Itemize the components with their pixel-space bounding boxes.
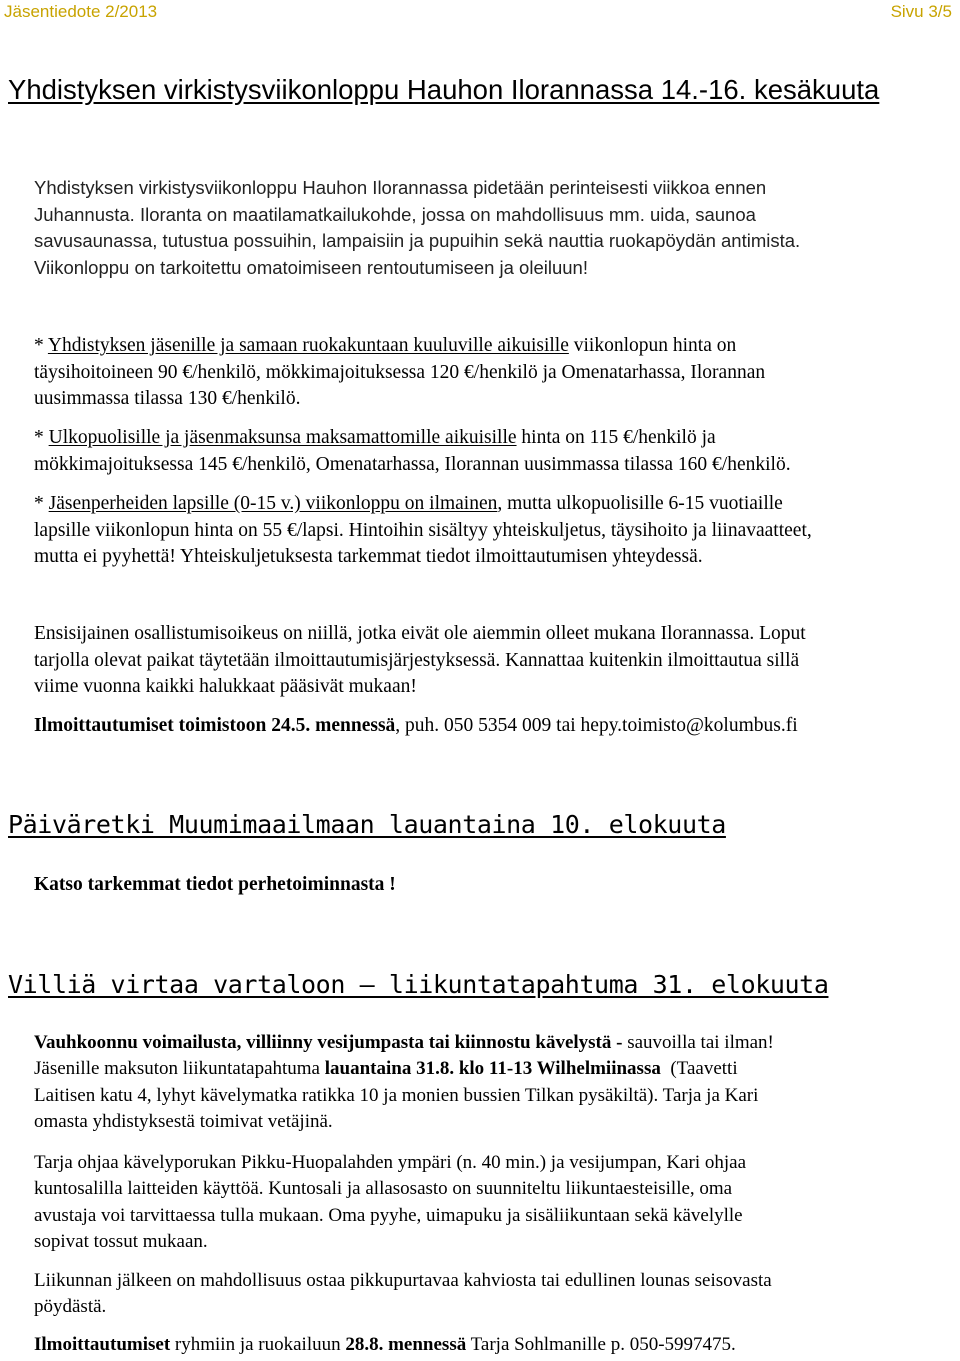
registration-paragraph [34, 713, 959, 740]
exercise-line: kuntosalilla laitteiden käyttöä. Kuntosali ja allasosasto on suunniteltu liikuntaesteisille, oma [34, 1178, 733, 1200]
price-children-label: Jäsenperheiden lapsille (0-15 v.) viikonloppu on ilmainen [48, 493, 498, 514]
exercise-lead-rest: sauvoilla tai ilman! [622, 1032, 774, 1053]
section-title-recreation-weekend: Yhdistyksen virkistysviikonloppu Hauhon Ilorannassa 14.-16. kesäkuuta [8, 74, 880, 105]
moomin-note [34, 872, 959, 899]
price-text: , mutta ulkopuolisille 6-15 vuotiaille [497, 493, 783, 514]
exercise-line [34, 1056, 959, 1082]
exercise-date-place: lauantaina 31.8. klo 11-13 Wilhelmiinassa [324, 1058, 661, 1080]
exercise-line: avustaja voi tarvittaessa tulla mukaan. Oma pyyhe, uimapuku ja sisäliikuntaan sekä kävelylle [34, 1204, 743, 1226]
exercise-line [34, 1332, 959, 1358]
exercise-intro-paragraph [34, 1030, 959, 1135]
exercise-text: ryhmiin ja ruokailuun [170, 1334, 346, 1355]
price-line: täysihoitoineen 90 €/henkilö, mökkimajoituksessa 120 €/henkilö ja Omenatarhassa, Ilorannan [34, 361, 766, 383]
bullet-star: * [34, 335, 48, 356]
exercise-line: Laitisen katu 4, lyhyt kävelymatka ratikka 10 ja monien bussien Tilkan pysäkiltä). Tarja ja Kari [34, 1084, 759, 1106]
exercise-program-paragraph [34, 1150, 959, 1255]
registration-line [34, 713, 959, 740]
exercise-line: sopivat tossut mukaan. [34, 1230, 208, 1252]
price-text: hinta on 115 €/henkilö ja [516, 427, 716, 448]
priority-line: Ensisijainen osallistumisoikeus on niillä, jotka eivät ole aiemmin olleet mukana Ilorannassa. Loput [34, 623, 806, 644]
intro-line: Yhdistyksen virkistysviikonloppu Hauhon Ilorannassa pidetään perinteisesti viikkoa ennen [34, 177, 767, 198]
price-text: viikonlopun hinta on [568, 335, 737, 356]
price-line [34, 333, 959, 360]
price-line [34, 491, 959, 518]
price-line: lapsille viikonlopun hinta on 55 €/lapsi. Hintoihin sisältyy yhteiskuljetus, täysihoito ja liinavaatteet, [34, 519, 812, 541]
exercise-line: Liikunnan jälkeen on mahdollisuus ostaa pikkupurtavaa kahviosta tai edullinen lounas seisovasta [34, 1270, 772, 1291]
intro-line: Juhannusta. Iloranta on maatilamatkailukohde, jossa on mahdollisuus mm. uida, saunoa [34, 203, 756, 225]
registration-deadline: Ilmoittautumiset toimistoon 24.5. mennessä [34, 715, 396, 736]
exercise-lunch-paragraph [34, 1268, 959, 1321]
intro-line: savusaunassa, tutustua possuihin, lampaisiin ja pupuihin sekä nauttia ruokapöydän antimista. [34, 230, 801, 251]
price-line: mökkimajoituksessa 145 €/henkilö, Omenatarhassa, Ilorannan uusimmassa tilassa 160 €/henkilö. [34, 453, 791, 475]
price-nonmembers-paragraph [34, 425, 959, 478]
price-nonmembers-label: Ulkopuolisille ja jäsenmaksunsa maksamattomille aikuisille [48, 427, 517, 448]
priority-line: viime vuonna kaikki halukkaat pääsivät mukaan! [34, 676, 417, 697]
price-children-paragraph [34, 491, 959, 571]
exercise-registration-paragraph [34, 1332, 959, 1358]
exercise-lead: Vauhkoonnu voimailusta, villiinny vesijumpasta tai kiinnostu kävelystä - [34, 1032, 623, 1053]
bullet-star: * [34, 427, 49, 448]
price-line [34, 425, 959, 452]
registration-contact: , puh. 050 5354 009 tai hepy.toimisto@kolumbus.fi [395, 715, 798, 736]
price-line: mutta ei pyyhettä! Yhteiskuljetuksesta tarkemmat tiedot ilmoittautumisen yhteydessä. [34, 546, 703, 567]
bullet-star: * [34, 493, 49, 514]
exercise-line: Tarja ohjaa kävelyporukan Pikku-Huopalahden ympäri (n. 40 min.) ja vesijumpan, Kari ohjaa [34, 1152, 747, 1173]
priority-line: tarjolla olevat paikat täytetään ilmoittautumisjärjestyksessä. Kannattaa kuitenkin ilmoittautua sillä [34, 649, 800, 671]
intro-line: Viikonloppu on tarkoitettu omatoimiseen rentoutumiseen ja oleiluun! [34, 256, 588, 278]
exercise-line [34, 1030, 959, 1056]
moomin-note-text: Katso tarkemmat tiedot perhetoiminnasta ! [34, 874, 396, 895]
exercise-line: omasta yhdistyksestä toimivat vetäjinä. [34, 1110, 333, 1132]
price-line: uusimmassa tilassa 130 €/henkilö. [34, 388, 301, 409]
exercise-registration-label: Ilmoittautumiset [34, 1334, 171, 1355]
header-page-number: Sivu 3/5 [890, 2, 952, 21]
section-title-exercise-event: Villiä virtaa vartaloon – liikuntatapahtuma 31. elokuuta [8, 970, 829, 999]
price-members-label: Yhdistyksen jäsenille ja samaan ruokakuntaan kuuluville aikuisille [47, 335, 569, 356]
intro-paragraph [34, 175, 959, 281]
exercise-registration-deadline: 28.8. mennessä [345, 1334, 467, 1355]
exercise-text: Jäsenille maksuton liikuntatapahtuma [34, 1058, 325, 1080]
priority-paragraph [34, 621, 959, 701]
exercise-line: pöydästä. [34, 1296, 107, 1318]
price-members-paragraph [34, 333, 959, 413]
section-title-moomin-trip: Päiväretki Muumimaailmaan lauantaina 10. elokuuta [8, 810, 726, 839]
exercise-text: (Taavetti [660, 1058, 738, 1080]
exercise-registration-contact: Tarja Sohlmanille p. 050-5997475. [466, 1334, 736, 1355]
header-newsletter-issue: Jäsentiedote 2/2013 [4, 2, 158, 21]
